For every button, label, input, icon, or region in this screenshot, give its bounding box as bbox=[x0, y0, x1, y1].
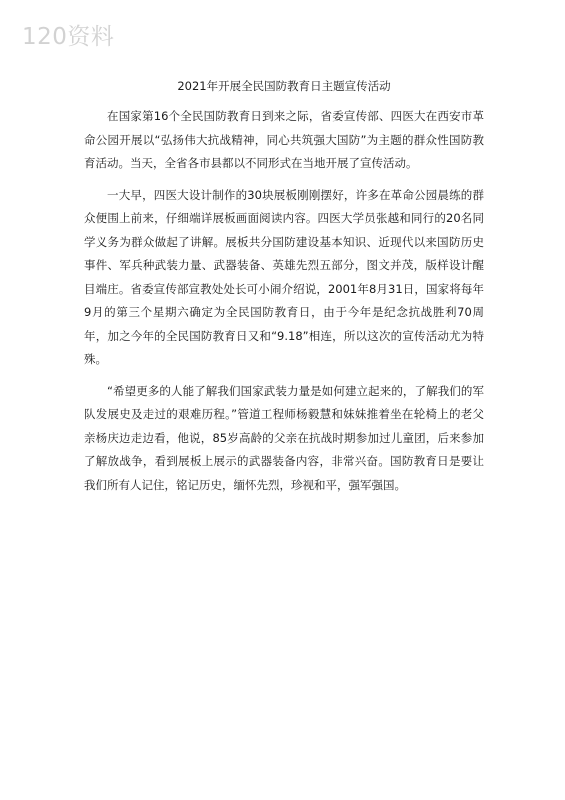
paragraph-3: “希望更多的人能了解我们国家武装力量是如何建立起来的，了解我们的军队发展史及走过的艰难历程。”管道工程师杨毅慧和妹妹推着坐在轮椅上的老父亲杨庆边走边看，他说，85岁高龄的父亲在抗战时期参加过儿童团，后来参加了解放战争，看到展板上展示的武器装备内容，非常兴奋。国防教育日是要让我们所有人记住，铭记历史，缅怀先烈，珍视和平，强军强国。 bbox=[84, 383, 484, 492]
paragraph-2: 一大早，四医大设计制作的30块展板刚刚摆好，许多在革命公园晨练的群众便围上前来，仔细端详展板画面阅读内容。四医大学员张越和同行的20名同学义务为群众做起了讲解。展板共分国防建设基本知识、近现代以来国防历史事件、军兵种武装力量、武器装备、英雄先烈五部分，图文并茂，版样设计醒目端庄。省委宣传部宣教处处长可小闹介绍说，2001年8月31日，国家将每年9月的第三个星期六确定为全民国防教育日，由于今年是纪念抗战胜利70周年，加之今年的全民国防教育日又和“9.18”相连，所以这次的宣传活动尤为特殊。 bbox=[84, 187, 484, 366]
document-title: 2021年开展全民国防教育日主题宣传活动 bbox=[177, 79, 391, 93]
paragraph-1: 在国家第16个全民国防教育日到来之际，省委宣传部、四医大在西安市革命公园开展以“弘扬伟大抗战精神，同心共筑强大国防”为主题的群众性国防教育活动。当天，全省各市县都以不同形式在当地开展了宣传活动。 bbox=[84, 109, 484, 170]
watermark-logo: 120资料 bbox=[22, 24, 115, 50]
document-body bbox=[84, 77, 484, 505]
